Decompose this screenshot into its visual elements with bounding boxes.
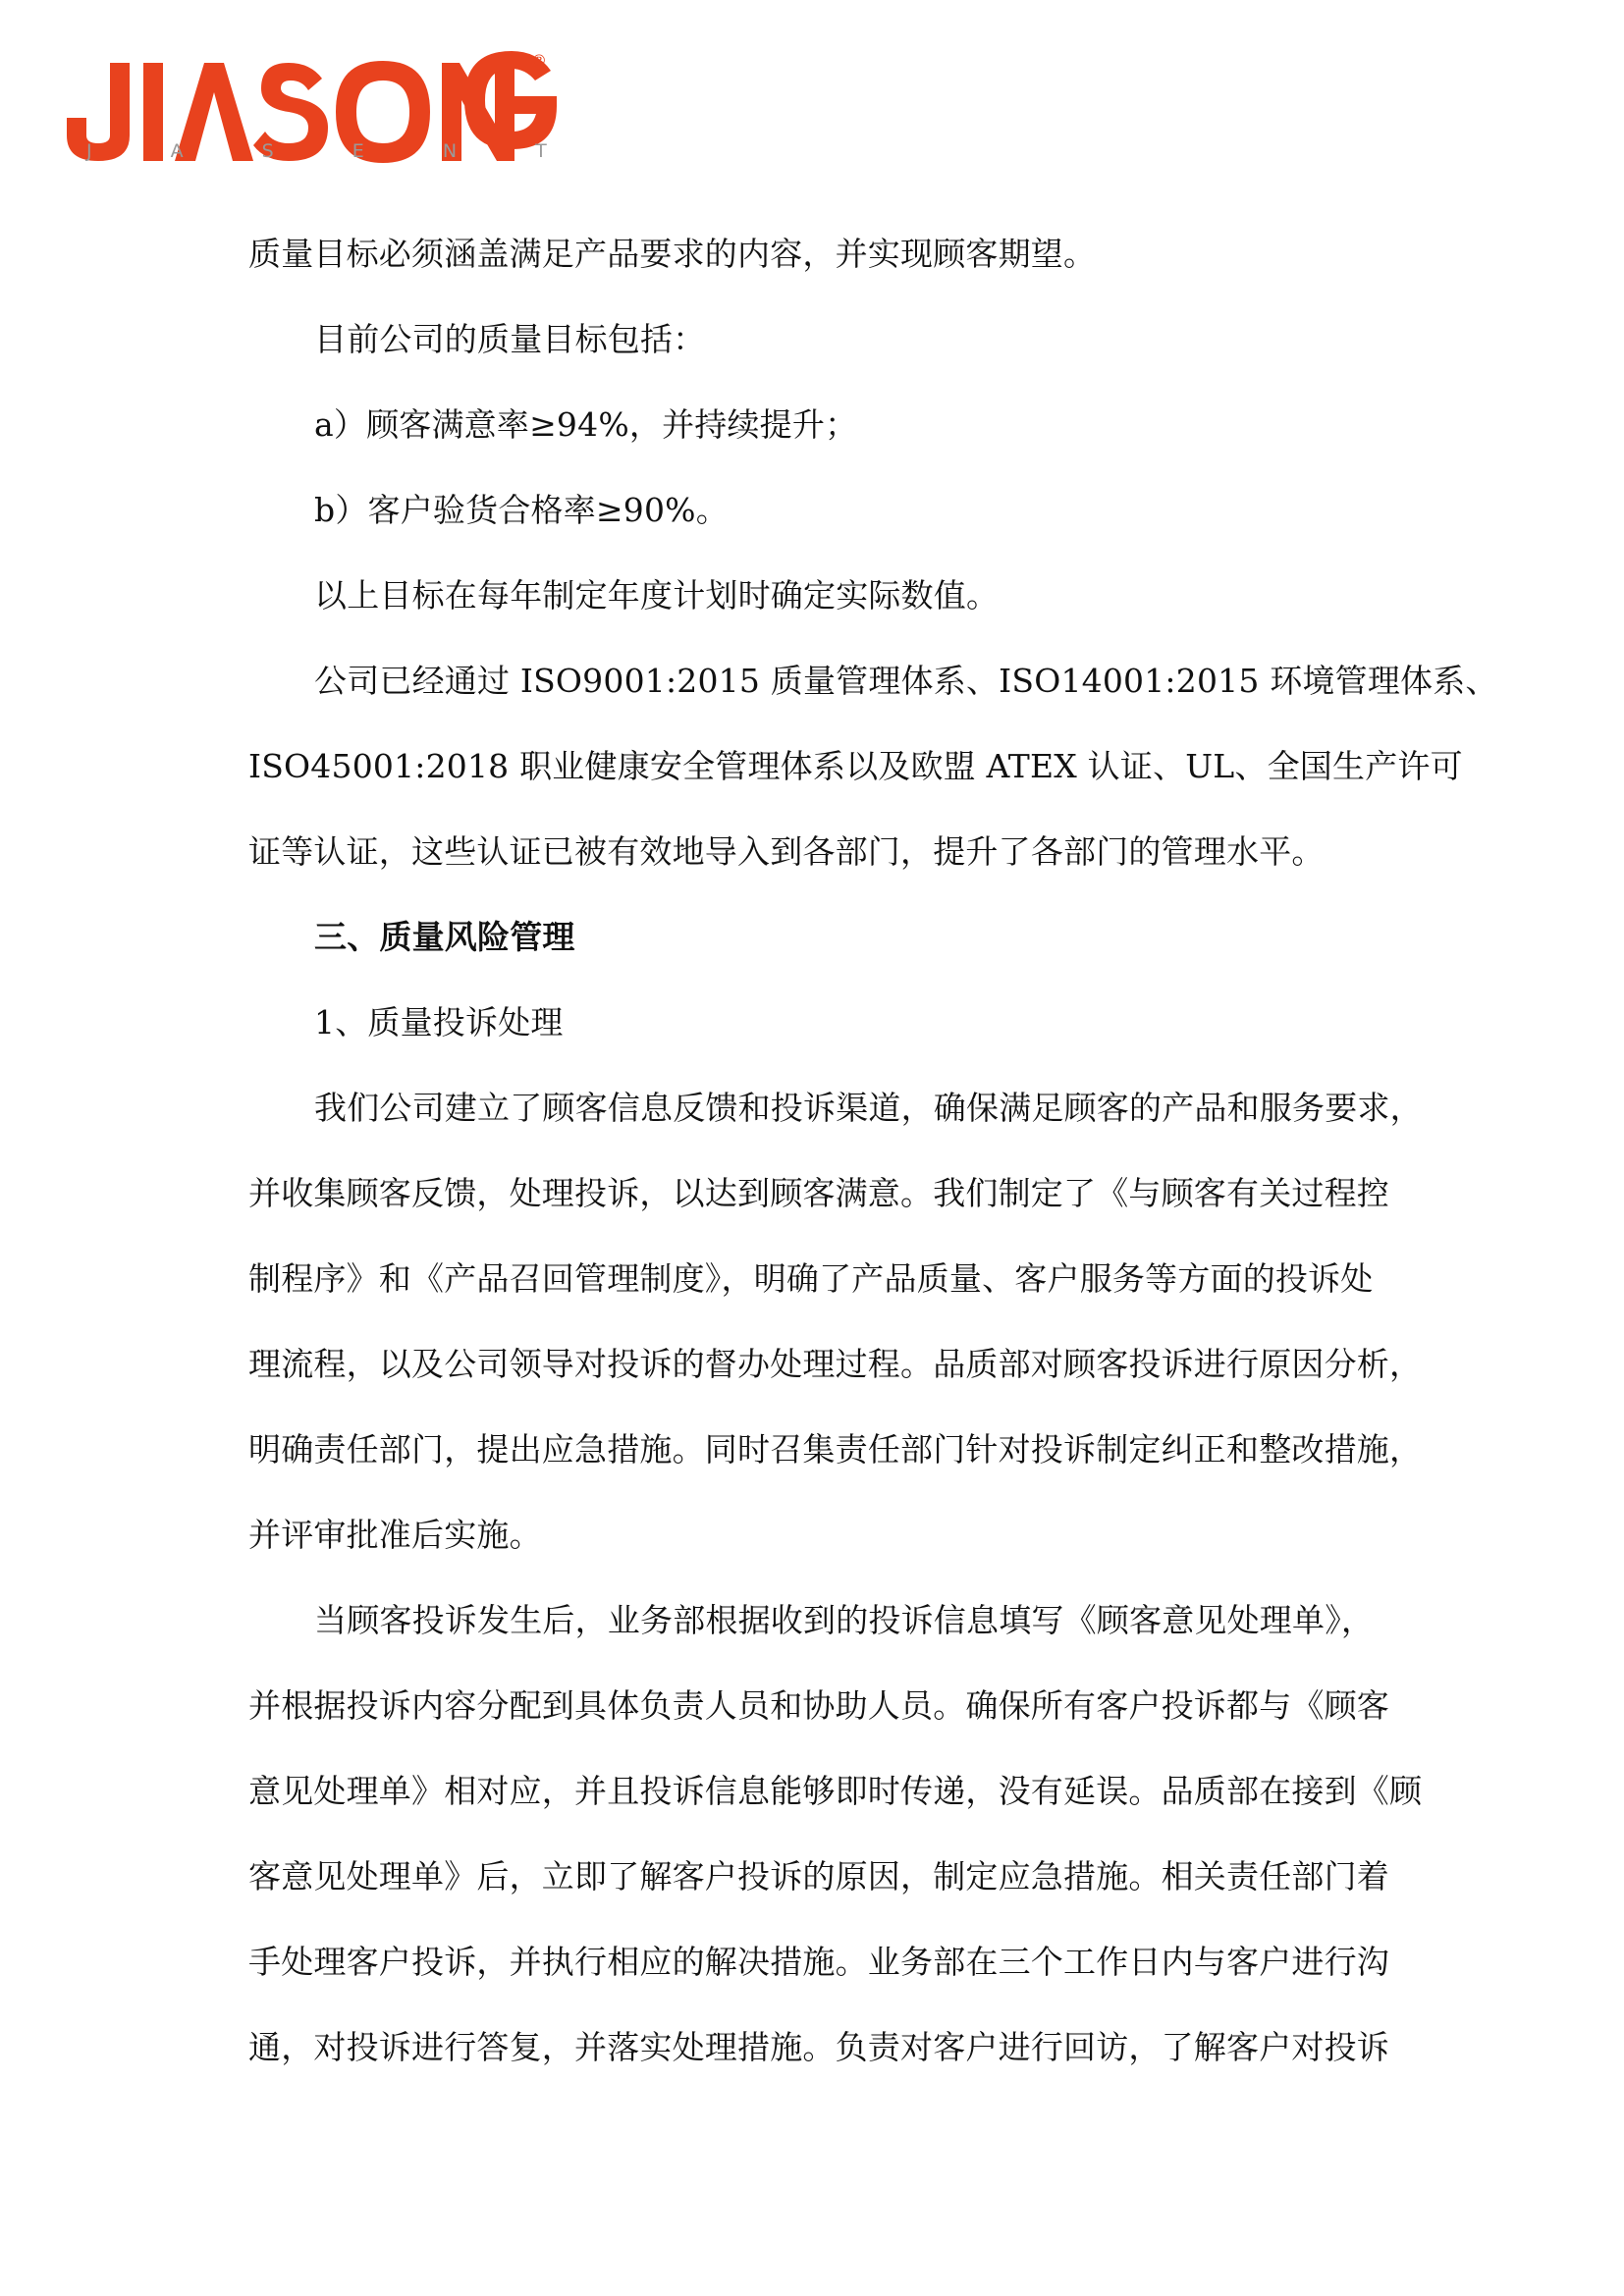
paragraph-line: 通，对投诉进行答复，并落实处理措施。负责对客户进行回访，了解客户对投诉	[248, 2028, 1389, 2066]
paragraph-line: 公司已经通过 ISO9001:2015 质量管理体系、ISO14001:2015 环境管理体系、	[314, 662, 1498, 700]
paragraph-line: 明确责任部门，提出应急措施。同时召集责任部门针对投诉制定纠正和整改措施，	[248, 1430, 1423, 1468]
paragraph-line: 当顾客投诉发生后，业务部根据收到的投诉信息填写《顾客意见处理单》，	[314, 1601, 1375, 1639]
subsection-heading: 1、质量投诉处理	[314, 1003, 564, 1041]
paragraph-line: 质量目标必须涵盖满足产品要求的内容，并实现顾客期望。	[248, 235, 1097, 273]
logo-subtitle: J A S E N T	[86, 140, 583, 162]
paragraph-line: 证等认证，这些认证已被有效地导入到各部门，提升了各部门的管理水平。	[248, 832, 1325, 871]
paragraph-line: 手处理客户投诉，并执行相应的解决措施。业务部在三个工作日内与客户进行沟	[248, 1943, 1389, 1981]
paragraph-line: 并评审批准后实施。	[248, 1516, 542, 1554]
list-item: a）顾客满意率≥94%，并持续提升；	[314, 405, 858, 444]
paragraph-line: 并根据投诉内容分配到具体负责人员和协助人员。确保所有客户投诉都与《顾客	[248, 1686, 1389, 1725]
list-item: b）客户验货合格率≥90%。	[314, 491, 729, 529]
registered-mark: ®	[531, 51, 547, 70]
document-body	[248, 211, 1498, 2090]
paragraph-line: 理流程，以及公司领导对投诉的督办处理过程。品质部对顾客投诉进行原因分析，	[248, 1345, 1423, 1383]
paragraph-line: ISO45001:2018 职业健康安全管理体系以及欧盟 ATEX 认证、UL、全国生产许可	[248, 747, 1463, 785]
paragraph-line: 并收集顾客反馈，处理投诉，以达到顾客满意。我们制定了《与顾客有关过程控	[248, 1174, 1389, 1212]
paragraph-line: 客意见处理单》后，立即了解客户投诉的原因，制定应急措施。相关责任部门着	[248, 1857, 1389, 1896]
paragraph-line: 意见处理单》相对应，并且投诉信息能够即时传递，没有延误。品质部在接到《顾	[248, 1772, 1423, 1810]
paragraph-line: 我们公司建立了顾客信息反馈和投诉渠道，确保满足顾客的产品和服务要求，	[314, 1089, 1423, 1127]
section-heading: 三、质量风险管理	[314, 918, 575, 956]
paragraph-line: 目前公司的质量目标包括：	[314, 320, 706, 358]
paragraph-line: 制程序》和《产品召回管理制度》，明确了产品质量、客户服务等方面的投诉处	[248, 1259, 1374, 1298]
paragraph-line: 以上目标在每年制定年度计划时确定实际数值。	[314, 576, 1000, 614]
